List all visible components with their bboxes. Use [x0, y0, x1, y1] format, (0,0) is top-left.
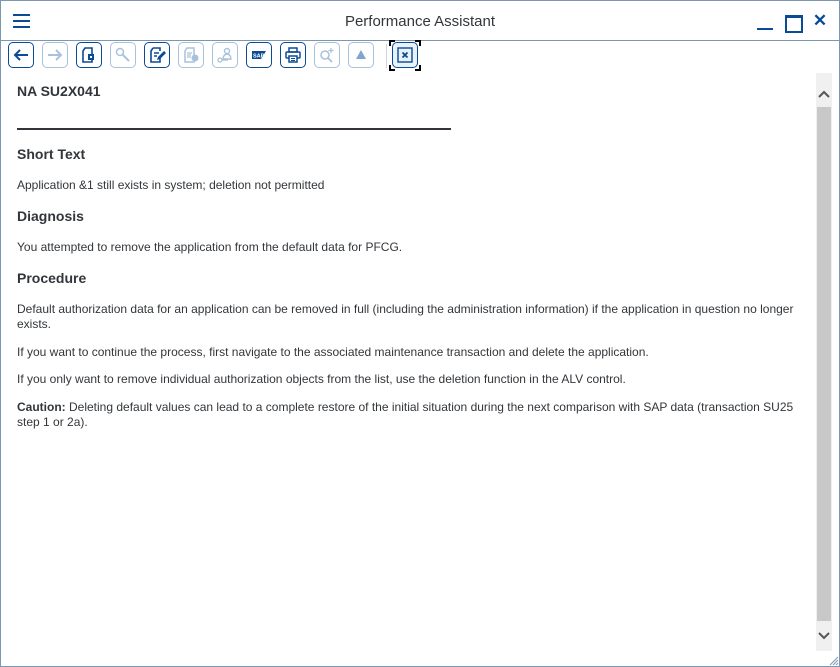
- close-help-button[interactable]: [392, 42, 418, 68]
- caution-paragraph: [17, 400, 812, 430]
- document-info-icon: [80, 46, 98, 64]
- vertical-scrollbar[interactable]: [816, 73, 832, 651]
- diagnosis-paragraph: You attempted to remove the application from the default data for PFCG.: [17, 240, 403, 254]
- arrow-left-icon: [12, 46, 30, 64]
- title-bar: [1, 1, 839, 41]
- triangle-up-icon: [352, 46, 370, 64]
- settings-button[interactable]: [110, 42, 136, 68]
- heading-procedure: Procedure: [17, 270, 87, 286]
- back-button[interactable]: [8, 42, 34, 68]
- chevron-up-icon: [818, 89, 830, 99]
- divider: [17, 128, 451, 130]
- procedure-paragraph-2: If you want to continue the process, first navigate to the associated maintenance transaction and delete the application.: [17, 345, 649, 359]
- scroll-down-button[interactable]: [816, 623, 832, 653]
- forward-button[interactable]: [42, 42, 68, 68]
- document-globe-icon: [182, 46, 200, 64]
- svg-text:SAP: SAP: [253, 53, 265, 60]
- heading-diagnosis: Diagnosis: [17, 208, 84, 224]
- short-text-paragraph: Application &1 still exists in system; deletion not permitted: [17, 178, 325, 192]
- minimize-button[interactable]: [755, 10, 777, 32]
- up-button[interactable]: [348, 42, 374, 68]
- chevron-down-icon: [818, 631, 830, 641]
- arrow-right-icon: [46, 46, 64, 64]
- web-document-button[interactable]: [178, 42, 204, 68]
- scroll-thumb[interactable]: [817, 107, 831, 621]
- toolbar-separator: [386, 44, 387, 68]
- wrench-icon: [114, 46, 132, 64]
- zoom-in-button[interactable]: [314, 42, 340, 68]
- maximize-button[interactable]: [783, 10, 805, 32]
- caution-text: Deleting default values can lead to a complete restore of the initial situation during the next comparison with SAP data (transaction SU25 step 1 or 2a).: [17, 400, 794, 429]
- procedure-paragraph-1: Default authorization data for an application can be removed in full (including the administration information) if the application in question no longer exists.: [17, 302, 794, 331]
- sap-logo-icon: [250, 46, 268, 64]
- zoom-in-icon: [318, 46, 336, 64]
- close-window-button[interactable]: ✕: [812, 11, 828, 30]
- resize-grip-icon[interactable]: [827, 654, 839, 666]
- document-edit-icon: [148, 46, 166, 64]
- caution-label: Caution:: [17, 400, 66, 414]
- close-box-icon: [396, 46, 414, 64]
- technical-info-button[interactable]: [76, 42, 102, 68]
- message-id: NA SU2X041: [17, 83, 101, 99]
- sap-button[interactable]: [246, 42, 272, 68]
- edit-button[interactable]: [144, 42, 170, 68]
- toolbar: [8, 42, 428, 70]
- user-key-icon: [216, 46, 234, 64]
- print-button[interactable]: [280, 42, 306, 68]
- user-button[interactable]: [212, 42, 238, 68]
- printer-icon: [284, 46, 302, 64]
- window-title: Performance Assistant: [344, 13, 496, 30]
- procedure-paragraph-3: If you only want to remove individual authorization objects from the list, use the deletion function in the ALV control.: [17, 372, 626, 386]
- heading-short-text: Short Text: [17, 146, 86, 162]
- document-content: [17, 73, 812, 663]
